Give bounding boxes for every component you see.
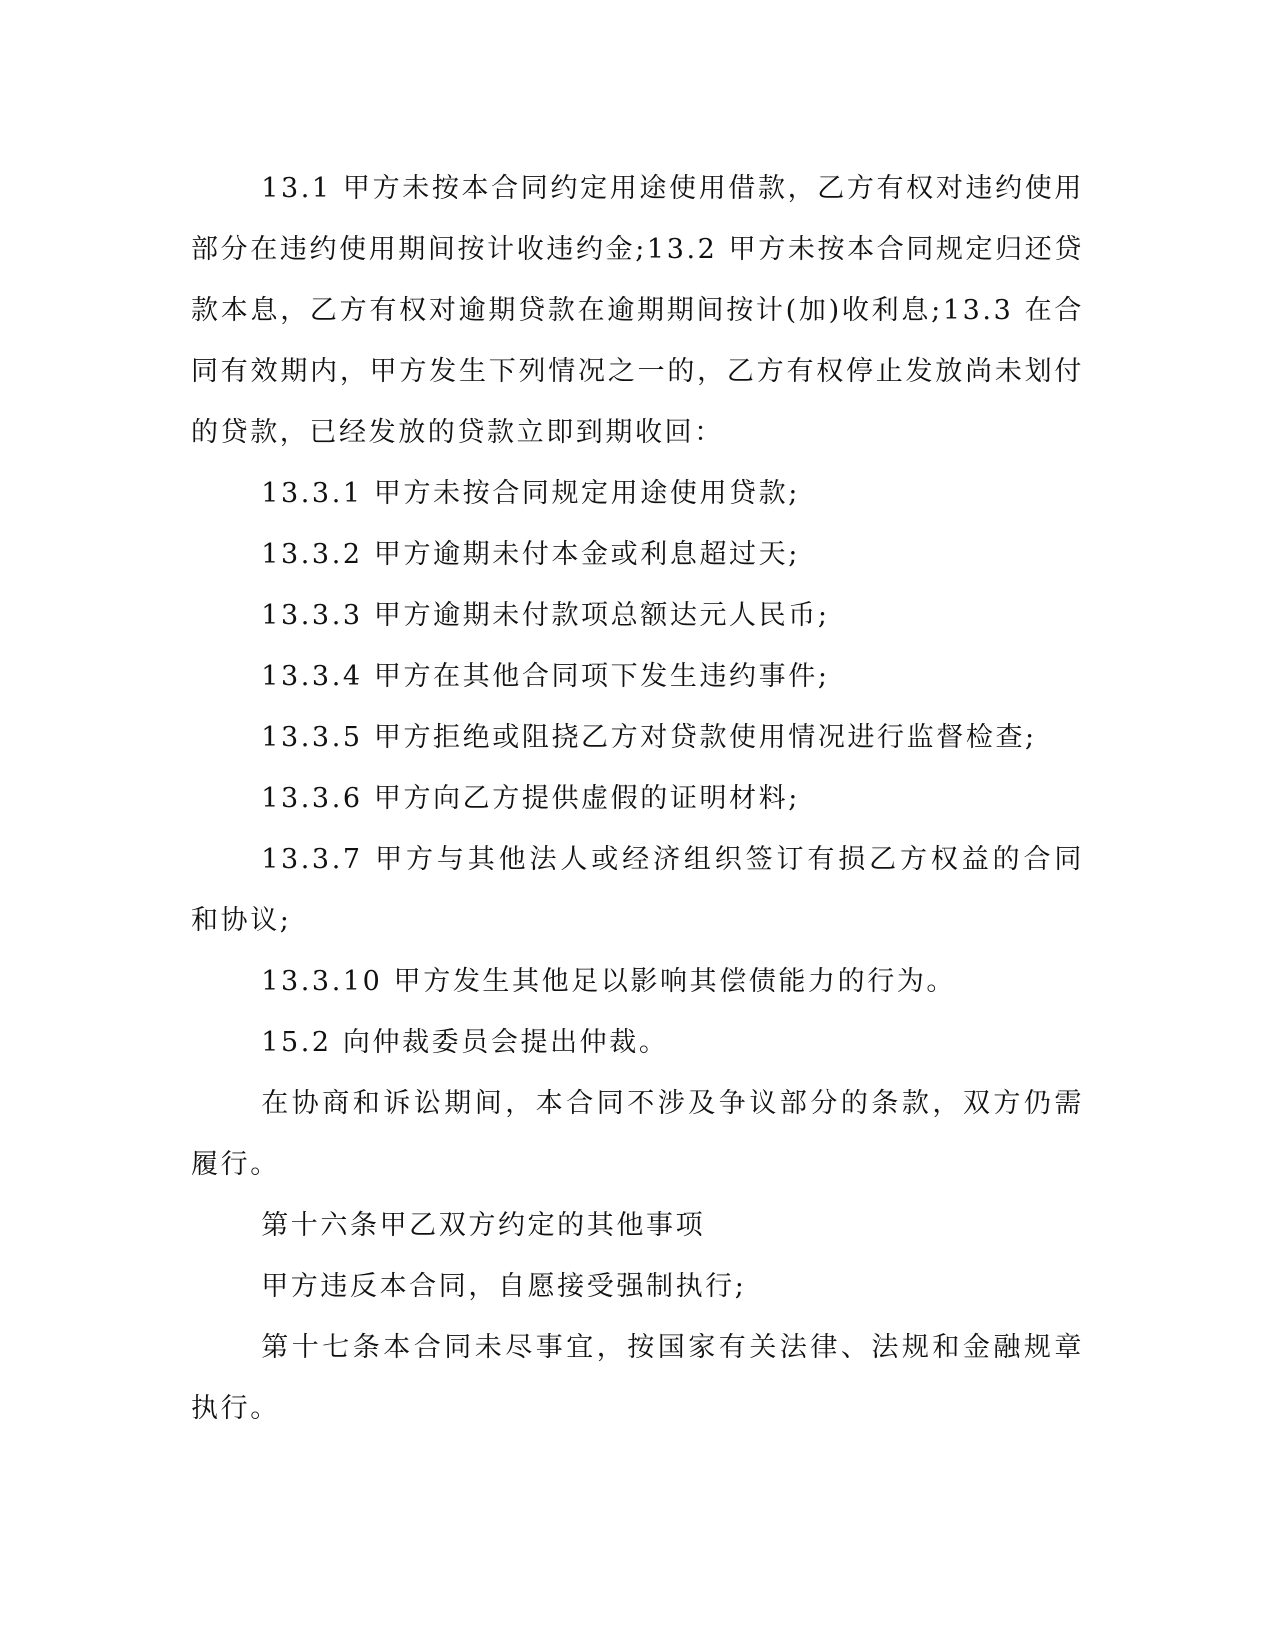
paragraph-negotiation-period: 在协商和诉讼期间，本合同不涉及争议部分的条款，双方仍需履行。 bbox=[191, 1088, 1084, 1180]
paragraph-13-3-4: 13.3.4 甲方在其他合同项下发生违约事件; bbox=[261, 661, 830, 692]
paragraph-13-3-7: 13.3.7 甲方与其他法人或经济组织签订有损乙方权益的合同和协议; bbox=[191, 844, 1084, 936]
paragraph-13-3-2: 13.3.2 甲方逾期未付本金或利息超过天; bbox=[261, 539, 800, 570]
paragraph-13-3-6: 13.3.6 甲方向乙方提供虚假的证明材料; bbox=[261, 783, 800, 814]
paragraph-article-17: 第十七条本合同未尽事宜，按国家有关法律、法规和金融规章执行。 bbox=[191, 1332, 1084, 1424]
paragraph-13-1-to-13-3: 13.1 甲方未按本合同约定用途使用借款，乙方有权对违约使用部分在违约使用期间按计收违约金;13.2 甲方未按本合同规定归还贷款本息，乙方有权对逾期贷款在逾期期间按计(加)收利息;13.3 在合同有效期内，甲方发生下列情况之一的，乙方有权停止发放尚未划付的贷款，已经发放的贷款立即到期收回： bbox=[191, 173, 1084, 448]
paragraph-15-2: 15.2 向仲裁委员会提出仲裁。 bbox=[261, 1027, 669, 1058]
paragraph-13-3-10: 13.3.10 甲方发生其他足以影响其偿债能力的行为。 bbox=[261, 966, 957, 997]
paragraph-13-3-3: 13.3.3 甲方逾期未付款项总额达元人民币; bbox=[261, 600, 830, 631]
document-body bbox=[191, 158, 1084, 1439]
paragraph-13-3-5: 13.3.5 甲方拒绝或阻挠乙方对贷款使用情况进行监督检查; bbox=[261, 722, 1037, 753]
paragraph-article-16-heading: 第十六条甲乙双方约定的其他事项 bbox=[261, 1210, 706, 1241]
paragraph-13-3-1: 13.3.1 甲方未按合同规定用途使用贷款; bbox=[261, 478, 800, 509]
paragraph-article-16-content: 甲方违反本合同，自愿接受强制执行; bbox=[261, 1271, 747, 1302]
